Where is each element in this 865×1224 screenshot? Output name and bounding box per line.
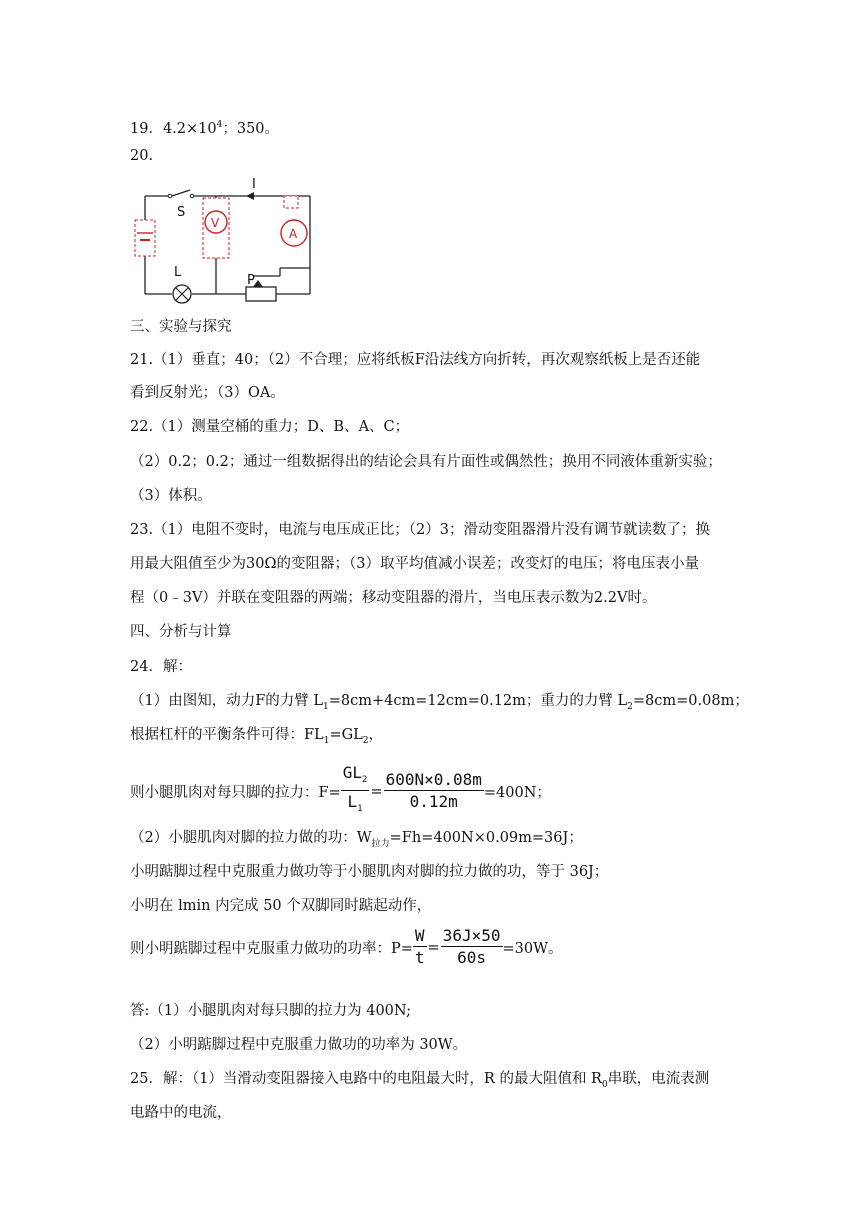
- answer-25-line2: 电路中的电流，: [130, 1105, 232, 1121]
- answer-20-label: 20.: [130, 148, 154, 164]
- section-4-heading: 四、分析与计算: [130, 624, 232, 640]
- answer-21-line2: 看到反射光；（3）OA。: [130, 385, 285, 401]
- label-a: A: [289, 227, 298, 241]
- answer-19: 19．$4.2\times 10^4$；350。: [130, 120, 280, 137]
- battery-icon: [135, 220, 155, 256]
- answer-22-line3: （3）体积。: [130, 488, 212, 504]
- label-s: S: [177, 205, 186, 220]
- fraction-w-over-t: $\frac{W}{t}$: [414, 926, 425, 967]
- fraction-power-values: $\frac{36J\times 50}{60s}$: [442, 926, 501, 967]
- switch-contact-icon: [168, 194, 172, 198]
- answer-24-ans2: （2）小明踮脚过程中克服重力做功的功率为 30W。: [130, 1037, 468, 1053]
- answer-25-line1: 25．解：（1）当滑动变阻器接入电路中的电阻最大时，R 的最大阻值和 $R_0$串联，电流表测: [130, 1071, 710, 1090]
- answer-21-line1: 21.（1）垂直；40；（2）不合理；应将纸板F沿法线方向折转，再次观察纸板上是否还能: [130, 352, 701, 368]
- answer-24-formula-power: 则小明踮脚过程中克服重力做功的功率：P= $\frac{W}{t}$ = $\frac{36J\times 50}{60s}$ =30W。: [130, 926, 563, 967]
- label-v: V: [211, 216, 220, 230]
- answer-24-line4: 小明踮脚过程中克服重力做功等于小腿肌肉对脚的拉力做的功，等于 36J；: [130, 864, 609, 880]
- label-l: L: [174, 265, 182, 280]
- answer-24-line1: （1）由图知，动力F的力臂 $L_1=8cm+4cm=12cm=0.12m$；重力的力臂 $L_2=8cm=0.08m$；: [130, 693, 749, 712]
- switch-contact-icon: [190, 194, 194, 198]
- circuit-diagram: [128, 176, 328, 304]
- answer-24-line3: （2）小腿肌肉对脚的拉力做的功：$W_{拉力}=Fh=400N\times 0.09m=36J$；: [130, 830, 583, 849]
- answer-24-intro: 24．解：: [130, 659, 192, 675]
- current-arrow-icon: [246, 192, 254, 200]
- label-p: P: [247, 273, 255, 288]
- fraction-force-values: $\frac{600N\times 0.08m}{0.12m}$: [385, 770, 482, 812]
- answer-23-line3: 程（0﹣3V）并联在变阻器的两端；移动变阻器的滑片，当电压表示数为2.2V时。: [130, 590, 657, 606]
- label-i: I: [252, 177, 256, 192]
- rheostat-icon: [246, 287, 276, 301]
- answer-23-line1: 23.（1）电阻不变时，电流与电压成正比；（2）3；滑动变阻器滑片没有调节就读数了；换: [130, 522, 710, 538]
- answer-22-line2: （2）0.2；0.2；通过一组数据得出的结论会具有片面性或偶然性；换用不同液体重新实验；: [130, 454, 722, 470]
- answer-22-line1: 22.（1）测量空桶的重力；D、B、A、C；: [130, 419, 410, 435]
- answer-24-line2: 根据杠杆的平衡条件可得：$FL_1=GL_2$，: [130, 727, 384, 746]
- answer-23-line2: 用最大阻值至少为30Ω的变阻器；（3）取平均值减小误差；改变灯的电压；将电压表小量: [130, 556, 699, 572]
- section-3-heading: 三、实验与探究: [130, 319, 232, 335]
- answer-24-line5: 小明在 lmin 内完成 50 个双脚同时踮起动作，: [130, 898, 432, 914]
- fraction-gl-over-l: $\frac{GL_2}{L_1}$: [342, 763, 368, 815]
- lamp-icon: [173, 285, 191, 303]
- answer-24-formula-force: 则小腿肌肉对每只脚的拉力：F= $\frac{GL_2}{L_1}$ = $\frac{600N\times 0.08m}{0.12m}$ =400N；: [130, 763, 551, 820]
- answer-24-ans1: 答:（1）小腿肌肉对每只脚的拉力为 400N;: [130, 1003, 411, 1019]
